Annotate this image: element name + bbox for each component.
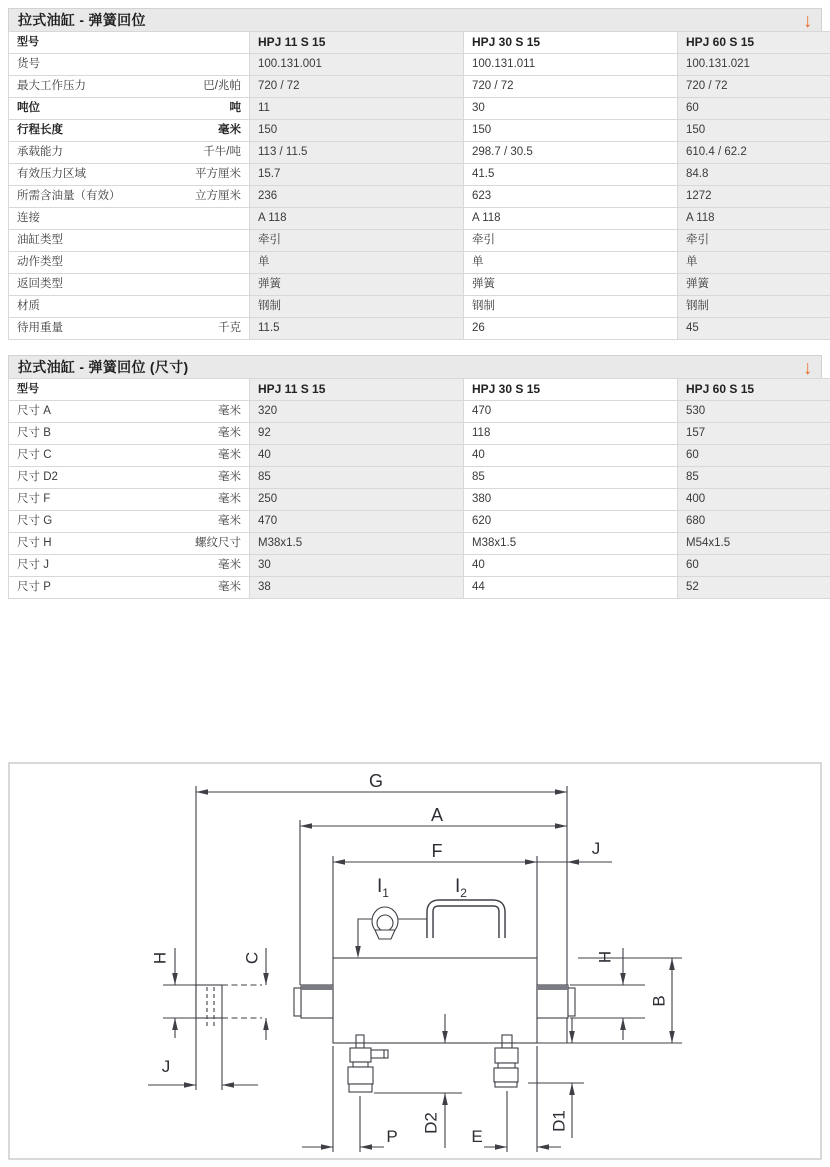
value-cell: 38 <box>250 577 464 599</box>
spec-table-titlebar <box>8 8 822 31</box>
row-label-cell <box>9 489 250 511</box>
port-fitting-right <box>494 1043 518 1087</box>
value-cell: 157 <box>678 423 830 445</box>
column-header: HPJ 60 S 15 <box>678 32 830 54</box>
dim-label-c: C <box>242 951 262 965</box>
value-cell: 530 <box>678 401 830 423</box>
value-cell: 单 <box>250 252 464 274</box>
row-label: 行程长度 <box>17 124 63 136</box>
row-label: 材质 <box>17 300 40 312</box>
table-row <box>9 296 830 318</box>
row-label: 最大工作压力 <box>17 80 86 92</box>
dim-label-b: B <box>649 995 669 1007</box>
value-cell: 680 <box>678 511 830 533</box>
row-label: 返回类型 <box>17 278 63 290</box>
value-cell: 84.8 <box>678 164 830 186</box>
table-row <box>9 208 830 230</box>
table-row <box>9 467 830 489</box>
row-label: 尺寸 A <box>17 405 51 417</box>
dimension-diagram <box>8 762 822 1160</box>
header-row <box>9 32 830 54</box>
row-label: 所需含油量（有效） <box>17 190 121 202</box>
value-cell: 470 <box>250 511 464 533</box>
column-header: HPJ 60 S 15 <box>678 379 830 401</box>
value-cell: 45 <box>678 318 830 340</box>
row-label: 尺寸 F <box>17 493 51 505</box>
row-label-cell <box>9 445 250 467</box>
value-cell: 牵引 <box>464 230 678 252</box>
value-cell: 单 <box>678 252 830 274</box>
table-row <box>9 533 830 555</box>
value-cell: 钢制 <box>464 296 678 318</box>
value-cell: 720 / 72 <box>678 76 830 98</box>
column-header: HPJ 11 S 15 <box>250 32 464 54</box>
row-label-cell <box>9 54 250 76</box>
value-cell: 320 <box>250 401 464 423</box>
row-label-cell <box>9 401 250 423</box>
row-label: 吨位 <box>17 102 40 114</box>
value-cell: A 118 <box>678 208 830 230</box>
row-unit: 螺纹尺寸 <box>195 537 241 549</box>
dim-label-h-left: H <box>150 951 170 965</box>
value-cell: 40 <box>464 445 678 467</box>
row-label-cell <box>9 120 250 142</box>
column-header: 型号 <box>9 32 250 54</box>
value-cell: 40 <box>464 555 678 577</box>
value-cell: 牵引 <box>678 230 830 252</box>
row-label-cell <box>9 208 250 230</box>
value-cell: 单 <box>464 252 678 274</box>
value-cell: 40 <box>250 445 464 467</box>
row-unit: 毫米 <box>218 449 241 461</box>
table-row <box>9 54 830 76</box>
value-cell: 380 <box>464 489 678 511</box>
row-label-cell <box>9 98 250 120</box>
value-cell: 52 <box>678 577 830 599</box>
value-cell: 92 <box>250 423 464 445</box>
row-unit: 毫米 <box>218 493 241 505</box>
value-cell: 720 / 72 <box>250 76 464 98</box>
row-unit: 毫米 <box>218 405 241 417</box>
table-row <box>9 186 830 208</box>
value-cell: 钢制 <box>250 296 464 318</box>
value-cell: 118 <box>464 423 678 445</box>
value-cell: 150 <box>464 120 678 142</box>
row-label-cell <box>9 164 250 186</box>
row-label-cell <box>9 76 250 98</box>
spec-table-title: 拉式油缸 - 弹簧回位 <box>18 12 146 28</box>
row-unit: 平方厘米 <box>195 168 241 180</box>
value-cell: 1272 <box>678 186 830 208</box>
value-cell: 720 / 72 <box>464 76 678 98</box>
value-cell: 250 <box>250 489 464 511</box>
dim-label-j-top: J <box>591 839 601 858</box>
table-row <box>9 142 830 164</box>
row-label-cell <box>9 252 250 274</box>
row-label: 承载能力 <box>17 146 63 158</box>
row-unit: 毫米 <box>218 124 241 136</box>
value-cell: 150 <box>250 120 464 142</box>
value-cell: 30 <box>464 98 678 120</box>
row-label-cell <box>9 318 250 340</box>
row-label: 尺寸 B <box>17 427 51 439</box>
dim-label-e: E <box>471 1127 483 1146</box>
row-unit: 巴/兆帕 <box>203 80 241 92</box>
table-row <box>9 489 830 511</box>
value-cell: A 118 <box>464 208 678 230</box>
dim-label-g: G <box>368 771 384 791</box>
value-cell: 牵引 <box>250 230 464 252</box>
row-label-cell <box>9 511 250 533</box>
row-label: 待用重量 <box>17 322 63 334</box>
row-label-cell <box>9 296 250 318</box>
header-row <box>9 379 830 401</box>
value-cell: 113 / 11.5 <box>250 142 464 164</box>
table-row <box>9 120 830 142</box>
table-row <box>9 401 830 423</box>
value-cell: 623 <box>464 186 678 208</box>
column-header: HPJ 30 S 15 <box>464 379 678 401</box>
column-header: HPJ 11 S 15 <box>250 379 464 401</box>
row-label-cell <box>9 467 250 489</box>
row-unit: 千牛/吨 <box>203 146 241 158</box>
dim-label-h-right: H <box>595 950 615 964</box>
value-cell: M38x1.5 <box>464 533 678 555</box>
row-label: 连接 <box>17 212 40 224</box>
row-label-cell <box>9 274 250 296</box>
row-label-cell <box>9 230 250 252</box>
row-unit: 吨 <box>229 102 241 114</box>
value-cell: 弹簧 <box>678 274 830 296</box>
row-unit: 千克 <box>218 322 241 334</box>
table-row <box>9 423 830 445</box>
value-cell: 400 <box>678 489 830 511</box>
dim-label-i1: $I_1$ <box>377 876 389 900</box>
value-cell: 85 <box>464 467 678 489</box>
value-cell: 44 <box>464 577 678 599</box>
dimensions-table-titlebar <box>8 355 822 378</box>
value-cell: 100.131.011 <box>464 54 678 76</box>
row-unit: 立方厘米 <box>195 190 241 202</box>
table-row <box>9 318 830 340</box>
dimensions-table-section <box>8 355 822 599</box>
download-icon[interactable]: ↓ <box>803 9 812 31</box>
row-label: 尺寸 D2 <box>17 471 58 483</box>
row-label: 油缸类型 <box>17 234 63 246</box>
value-cell: 60 <box>678 98 830 120</box>
dim-label-i2: $I_2$ <box>455 876 467 900</box>
row-unit: 毫米 <box>218 515 241 527</box>
value-cell: 298.7 / 30.5 <box>464 142 678 164</box>
value-cell: 100.131.001 <box>250 54 464 76</box>
row-label: 货号 <box>17 58 40 70</box>
row-label: 尺寸 C <box>17 449 52 461</box>
table-row <box>9 445 830 467</box>
column-header: HPJ 30 S 15 <box>464 32 678 54</box>
table-row <box>9 555 830 577</box>
value-cell: 150 <box>678 120 830 142</box>
table-row <box>9 230 830 252</box>
table-row <box>9 511 830 533</box>
table-row <box>9 577 830 599</box>
row-label: 有效压力区域 <box>17 168 86 180</box>
dim-label-f: F <box>431 841 443 861</box>
dim-label-p: P <box>386 1127 398 1146</box>
value-cell: M38x1.5 <box>250 533 464 555</box>
dim-label-j-left: J <box>161 1057 171 1076</box>
download-icon[interactable]: ↓ <box>803 356 812 378</box>
value-cell: 100.131.021 <box>678 54 830 76</box>
row-label-cell <box>9 423 250 445</box>
dimensions-table-title: 拉式油缸 - 弹簧回位 (尺寸) <box>18 359 189 375</box>
row-label: 尺寸 J <box>17 559 49 571</box>
value-cell: 11.5 <box>250 318 464 340</box>
value-cell: 钢制 <box>678 296 830 318</box>
value-cell: 236 <box>250 186 464 208</box>
value-cell: 60 <box>678 445 830 467</box>
row-label: 尺寸 P <box>17 581 51 593</box>
column-header: 型号 <box>9 379 250 401</box>
dim-label-d2: D2 <box>421 1112 441 1134</box>
dimensions-table <box>8 378 830 599</box>
table-row <box>9 274 830 296</box>
spec-table <box>8 31 830 340</box>
row-unit: 毫米 <box>218 427 241 439</box>
spec-table-section <box>8 8 822 340</box>
table-row <box>9 164 830 186</box>
table-row <box>9 98 830 120</box>
value-cell: 弹簧 <box>464 274 678 296</box>
dim-label-a: A <box>430 805 444 825</box>
row-label: 尺寸 G <box>17 515 53 527</box>
value-cell: 470 <box>464 401 678 423</box>
row-label: 动作类型 <box>17 256 63 268</box>
row-label-cell <box>9 577 250 599</box>
value-cell: 85 <box>678 467 830 489</box>
value-cell: 60 <box>678 555 830 577</box>
value-cell: M54x1.5 <box>678 533 830 555</box>
value-cell: A 118 <box>250 208 464 230</box>
row-label-cell <box>9 533 250 555</box>
row-unit: 毫米 <box>218 559 241 571</box>
value-cell: 15.7 <box>250 164 464 186</box>
row-unit: 毫米 <box>218 581 241 593</box>
value-cell: 26 <box>464 318 678 340</box>
table-row <box>9 252 830 274</box>
value-cell: 弹簧 <box>250 274 464 296</box>
value-cell: 30 <box>250 555 464 577</box>
value-cell: 610.4 / 62.2 <box>678 142 830 164</box>
table-row <box>9 76 830 98</box>
row-label-cell <box>9 142 250 164</box>
value-cell: 620 <box>464 511 678 533</box>
row-label-cell <box>9 555 250 577</box>
row-unit: 毫米 <box>218 471 241 483</box>
row-label-cell <box>9 186 250 208</box>
value-cell: 11 <box>250 98 464 120</box>
value-cell: 41.5 <box>464 164 678 186</box>
row-label: 尺寸 H <box>17 537 52 549</box>
dim-label-d1: D1 <box>549 1110 569 1132</box>
value-cell: 85 <box>250 467 464 489</box>
